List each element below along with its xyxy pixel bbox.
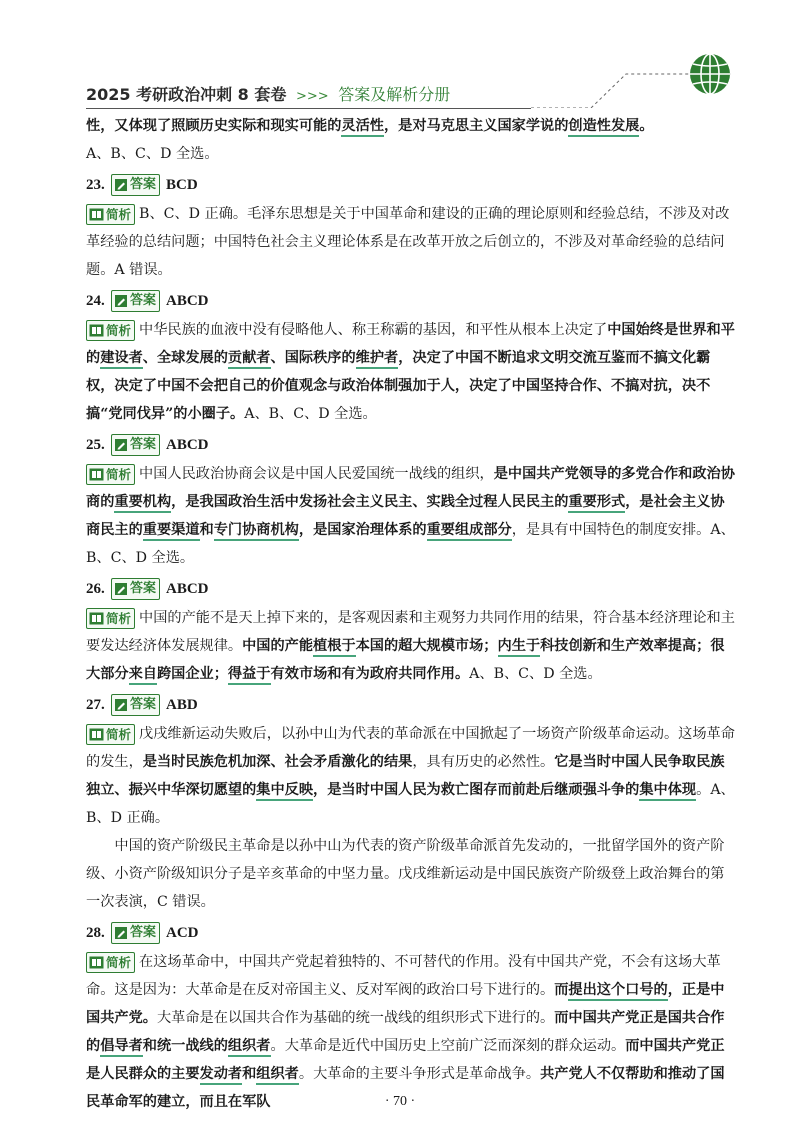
pencil-note-icon (114, 294, 128, 308)
header-title (86, 82, 450, 105)
text: 和统一战线的 (142, 1038, 228, 1054)
text: ，是当时中国人民为救亡图存而前赴后继顽强斗争的 (313, 782, 640, 798)
answer-value: BCD (166, 177, 198, 193)
key-term: 维护者 (356, 350, 399, 369)
key-term: 倡导者 (100, 1038, 143, 1057)
text: ，是社会主义协商民主的 (86, 494, 725, 538)
question-23-analysis (86, 200, 736, 284)
book-analysis-icon (89, 468, 104, 481)
question-25-answer-row (86, 430, 736, 460)
analysis-badge (86, 724, 135, 745)
question-27-analysis (86, 720, 736, 832)
book-title: 2025 考研政治冲刺 8 套卷 (86, 85, 287, 104)
text: 。大革命的主要斗争形式是革命战争。 (298, 1066, 541, 1082)
text: 中国的产能不是天上掉下来的，是客观因素和主观努力共同作用的结果，符合基本经济理论和主要发达经济体发展规律。 (86, 610, 735, 654)
text: 中国始终是世界和平的 (86, 322, 735, 366)
analysis-badge (86, 204, 135, 225)
pencil-note-icon (114, 582, 128, 596)
analysis-badge (86, 952, 135, 973)
text: 在这场革命中，中国共产党起着独特的、不可替代的作用。没有中国共产党，不会有这场大革命。这是因为：大革命是在反对帝国主义、反对军阀的政治口号下进行的。 (86, 954, 721, 998)
answer-label: 答案 (130, 581, 157, 596)
answer-value: ABD (166, 697, 198, 713)
text: 、全球发展的 (142, 350, 228, 366)
book-analysis-icon (89, 956, 104, 969)
text: A、B、C、D 全选。 (469, 666, 602, 682)
text: ，是具有中国特色的制度安排。A、B、C、D 全选。 (86, 522, 735, 566)
answer-label: 答案 (130, 177, 157, 192)
text: 而中国共产党正是国共合作的 (86, 1010, 725, 1054)
text: 大革命是在以国共合作为基础的统一战线的组织形式下进行的。 (156, 1010, 555, 1026)
answer-badge (111, 290, 160, 312)
text: 。A、B、D 正确。 (86, 782, 735, 826)
key-term: 创造性发展 (568, 118, 639, 137)
question-28-analysis (86, 948, 736, 1116)
text: 戊戌维新运动失败后，以孙中山为代表的革命派在中国掀起了一场资产阶级革命运动。这场革命的发生， (86, 726, 735, 770)
key-term: 重要机构 (114, 494, 171, 513)
book-analysis-icon (89, 612, 104, 625)
analysis-label: 简析 (106, 610, 132, 626)
text: A、B、C、D 全选。 (86, 146, 219, 162)
text: 有效市场和有为政府共同作用。 (270, 666, 470, 682)
answer-value: ACD (166, 925, 199, 941)
key-term: 组织者 (256, 1066, 299, 1085)
analysis-label: 简析 (106, 954, 132, 970)
text: 。 (639, 118, 654, 134)
intro-paragraph (86, 112, 736, 168)
key-term: 发动者 (200, 1066, 243, 1085)
text: 而中国共产党正是人民群众的主要 (86, 1038, 725, 1082)
key-term: 建设者 (100, 350, 143, 369)
text: 中国的产能 (242, 638, 314, 654)
pencil-note-icon (114, 926, 128, 940)
question-23-answer-row (86, 170, 736, 200)
analysis-badge (86, 320, 135, 341)
answer-content (86, 112, 736, 1116)
answer-label: 答案 (130, 293, 157, 308)
text: 而 (554, 982, 569, 998)
text: 和 (242, 1066, 257, 1082)
text: 中华民族的血液中没有侵略他人、称王称霸的基因，和平性从根本上决定了 (139, 322, 608, 338)
analysis-label: 简析 (106, 726, 132, 742)
globe-logo-icon (688, 52, 732, 96)
key-term: 组织者 (228, 1038, 271, 1057)
analysis-badge (86, 608, 135, 629)
book-analysis-icon (89, 728, 104, 741)
text: ，是国家治理体系的 (298, 522, 427, 538)
text: 、国际秩序的 (270, 350, 356, 366)
question-number: 26. (86, 581, 105, 597)
question-25-analysis (86, 460, 736, 572)
answer-label: 答案 (130, 437, 157, 452)
analysis-text: B、C、D 正确。毛泽东思想是关于中国革命和建设的正确的理论原则和经验总结，不涉及对改革经验的总结问题；中国特色社会主义理论体系是在改革开放之后创立的，不涉及对革命经验的总结问题。A 错误。 (86, 206, 730, 278)
answer-value: ABCD (166, 293, 209, 309)
answer-label: 答案 (130, 697, 157, 712)
question-24-analysis (86, 316, 736, 428)
key-term: 得益于 (228, 666, 271, 685)
page-header (86, 64, 736, 108)
key-term: 提出这个口号的 (568, 982, 667, 1001)
header-rule (86, 108, 531, 109)
key-term: 专门协商机构 (214, 522, 299, 541)
header-subtitle: 答案及解析分册 (338, 85, 451, 104)
key-term: 重要形式 (568, 494, 625, 513)
text: A、B、C、D 全选。 (244, 406, 377, 422)
page-number: · 70 · (384, 1094, 416, 1109)
question-27-answer-row (86, 690, 736, 720)
answer-badge (111, 922, 160, 944)
answer-badge (111, 174, 160, 196)
text: 跨国企业； (156, 666, 228, 682)
key-term: 植根于 (313, 638, 356, 657)
text: ，是我国政治生活中发扬社会主义民主、实践全过程人民民主的 (171, 494, 569, 510)
text: ，是对马克思主义国家学说的 (383, 118, 569, 134)
question-number: 27. (86, 697, 105, 713)
text: 。大革命是近代中国历史上空前广泛而深刻的群众运动。 (270, 1038, 626, 1054)
text: 是当时民族危机加深、社会矛盾激化的结果 (142, 754, 413, 770)
key-term: 灵活性 (341, 118, 384, 137)
answer-value: ABCD (166, 581, 209, 597)
question-number: 23. (86, 177, 105, 193)
text: 性，又体现了照顾历史实际和现实可能的 (86, 118, 342, 134)
key-term: 集中体现 (639, 782, 696, 801)
question-24-answer-row (86, 286, 736, 316)
text: 科技创新和生产效率提高；很大部分 (86, 638, 725, 682)
answer-value: ABCD (166, 437, 209, 453)
text: ，正是中国共产党。 (86, 982, 725, 1026)
text: 共产党人不仅帮助和推动了国民革命军的建立，而且在军队 (86, 1066, 725, 1110)
header-arrows: >>> (295, 89, 329, 104)
answer-label: 答案 (130, 925, 157, 940)
analysis-label: 简析 (106, 322, 132, 338)
answer-badge (111, 434, 160, 456)
key-term: 来自 (129, 666, 157, 685)
text: 是中国共产党领导的多党合作和政治协商的 (86, 466, 735, 510)
book-analysis-icon (89, 324, 104, 337)
key-term: 重要组成部分 (427, 522, 512, 541)
question-26-answer-row (86, 574, 736, 604)
text: ，具有历史的必然性。 (412, 754, 555, 770)
key-term: 集中反映 (256, 782, 313, 801)
question-26-analysis (86, 604, 736, 688)
pencil-note-icon (114, 698, 128, 712)
question-number: 25. (86, 437, 105, 453)
key-term: 重要渠道 (143, 522, 200, 541)
question-28-answer-row (86, 918, 736, 948)
question-number: 24. (86, 293, 105, 309)
answer-badge (111, 578, 160, 600)
key-term: 贡献者 (228, 350, 271, 369)
book-analysis-icon (89, 208, 104, 221)
text: 本国的超大规模市场； (355, 638, 498, 654)
answer-badge (111, 694, 160, 716)
analysis-badge (86, 464, 135, 485)
analysis-label: 简析 (106, 466, 132, 482)
text: 和 (199, 522, 214, 538)
text: ，决定了中国不断追求文明交流互鉴而不搞文化霸权，决定了中国不会把自己的价值观念与政治体制强加于人，决定了中国坚持合作、不搞对抗，决不搞“党同伐异”的小圈子。 (86, 350, 711, 422)
analysis-label: 简析 (106, 206, 132, 222)
text: 中国人民政治协商会议是中国人民爱国统一战线的组织， (139, 466, 494, 482)
key-term: 内生于 (498, 638, 541, 657)
question-number: 28. (86, 925, 105, 941)
pencil-note-icon (114, 438, 128, 452)
text: 它是当时中国人民争取民族独立、振兴中华深切愿望的 (86, 754, 725, 798)
question-27-analysis-continued: 中国的资产阶级民主革命是以孙中山为代表的资产阶级革命派首先发动的，一批留学国外的资产阶级、小资产阶级知识分子是辛亥革命的中坚力量。戊戌维新运动是中国民族资产阶级登上政治舞台的第一次表演，C 错误。 (86, 838, 725, 910)
pencil-note-icon (114, 178, 128, 192)
